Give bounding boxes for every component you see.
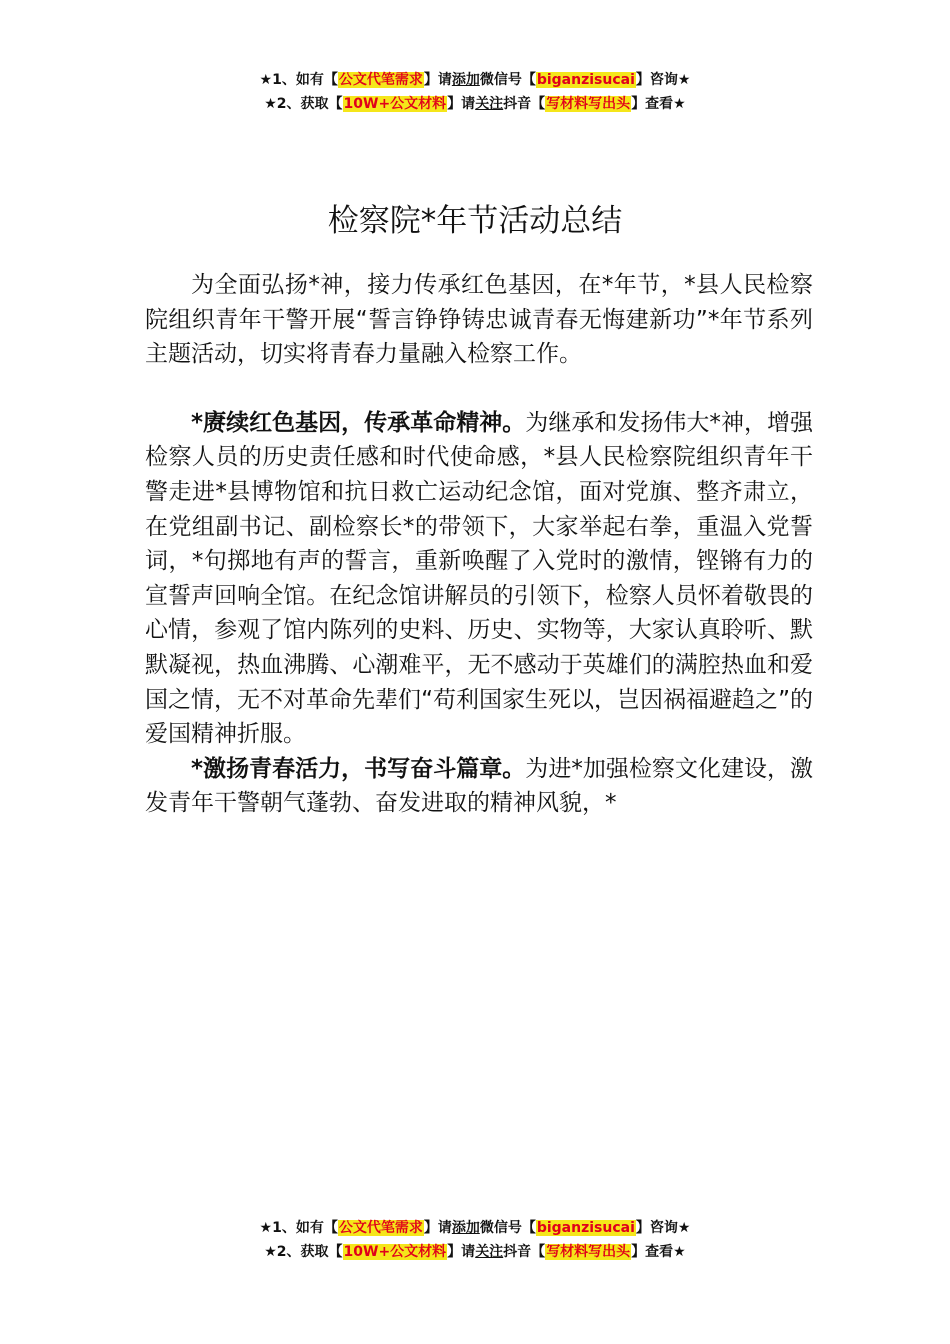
banner-line-2: ★2、获取【10W+公文材料】请关注抖音【写材料写出头】查看★ <box>264 1244 686 1260</box>
banner-highlight: 10W+公文材料 <box>343 96 447 112</box>
banner-highlight: 公文代笔需求 <box>338 1220 423 1236</box>
banner-douyin-id: 写材料写出头 <box>546 1244 631 1260</box>
banner-line-2: ★2、获取【10W+公文材料】请关注抖音【写材料写出头】查看★ <box>264 96 686 112</box>
document-title: 检察院*年节活动总结 <box>327 202 623 239</box>
banner-wechat-id: biganzisucai <box>536 1220 635 1236</box>
banner-highlight: 10W+公文材料 <box>343 1244 447 1260</box>
paragraph-section-2: *激扬青春活力，书写奋斗篇章。为进*加强检察文化建设，激发青年干警朝气蓬勃、奋发进取的精神风貌，* <box>145 755 814 817</box>
bottom-banner <box>0 1216 950 1264</box>
banner-line-1: ★1、如有【公文代笔需求】请添加微信号【biganzisucai】咨询★ <box>259 1220 691 1236</box>
banner-line-1: ★1、如有【公文代笔需求】请添加微信号【biganzisucai】咨询★ <box>259 72 691 88</box>
top-banner <box>0 68 950 116</box>
section-heading: *激扬青春活力，书写奋斗篇章。 <box>191 755 526 782</box>
banner-douyin-id: 写材料写出头 <box>546 96 631 112</box>
paragraph-intro: 为全面弘扬*神，接力传承红色基因，在*年节，*县人民检察院组织青年干警开展“誓言铮铮铸忠诚青春无悔建新功”*年节系列主题活动，切实将青春力量融入检察工作。 <box>145 272 813 368</box>
banner-highlight: 公文代笔需求 <box>338 72 423 88</box>
banner-wechat-id: biganzisucai <box>536 72 635 88</box>
section-heading: *赓续红色基因，传承革命精神。 <box>191 409 526 436</box>
paragraph-section-1: *赓续红色基因，传承革命精神。为继承和发扬伟大*神，增强检察人员的历史责任感和时代使命感，*县人民检察院组织青年干警走进*县博物馆和抗日救亡运动纪念馆，面对党旗、整齐肃立，在党组副书记、副检察长*的带领下，大家举起右拳，重温入党誓词，*句掷地有声的誓言，重新唤醒了入党时的激情，铿锵有力的宣誓声回响全馆。在纪念馆讲解员的引领下，检察人员怀着敬畏的心情，参观了馆内陈列的史料、历史、实物等，大家认真聆听、默默凝视，热血沸腾、心潮难平，无不感动于英雄们的满腔热血和爱国之情，无不对革命先辈们“苟利国家生死以，岂因祸福避趋之”的爱国精神折服。 <box>145 409 814 748</box>
document-body <box>145 268 813 821</box>
